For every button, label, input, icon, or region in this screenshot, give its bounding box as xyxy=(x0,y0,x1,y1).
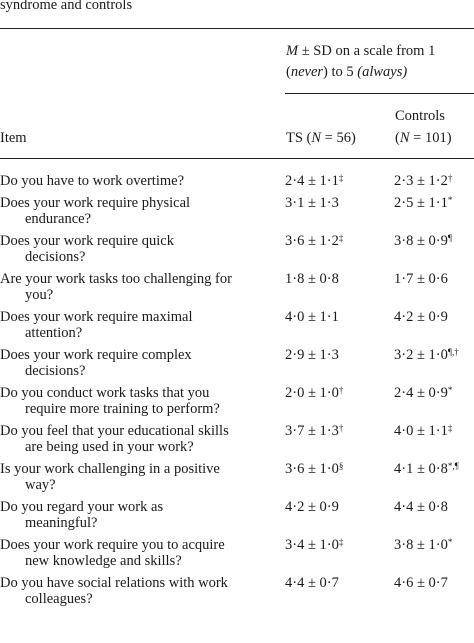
item-cell xyxy=(0,192,285,230)
ts-significance-mark: § xyxy=(338,460,344,471)
table-caption: syndrome and controls xyxy=(0,0,133,13)
ts-value-cell xyxy=(285,572,394,610)
ts-value: 2·0 ± 1·0 xyxy=(285,384,339,401)
controls-value-cell xyxy=(394,306,474,344)
controls-significance-mark: ‡ xyxy=(447,422,453,433)
item-cell xyxy=(0,458,285,496)
ts-column-header: TS (N = 56) xyxy=(286,130,356,146)
ts-value-cell xyxy=(285,344,394,382)
controls-value: 4·2 ± 0·9 xyxy=(394,308,448,325)
item-text-line1: Do you regard your work as xyxy=(0,498,164,515)
item-cell xyxy=(0,344,285,382)
item-text-line1: Do you have to work overtime? xyxy=(0,173,185,189)
item-text-line1: Does your work require quick xyxy=(0,232,174,249)
ts-value-cell xyxy=(285,420,394,458)
ts-value: 3·7 ± 1·3 xyxy=(285,422,339,439)
ts-value: 2·9 ± 1·3 xyxy=(285,346,339,363)
ts-significance-mark: † xyxy=(338,384,344,395)
controls-header-line2: (N = 101) xyxy=(395,130,452,146)
ts-significance-mark: ‡ xyxy=(338,173,344,183)
data-table xyxy=(0,170,474,610)
controls-significance-mark: ¶ xyxy=(447,232,452,243)
ts-value-cell xyxy=(285,534,394,572)
controls-value-cell xyxy=(394,382,474,420)
ts-value-cell xyxy=(285,458,394,496)
ts-value: 4·2 ± 0·9 xyxy=(285,498,339,515)
item-text-line1: Is your work challenging in a positive xyxy=(0,460,220,477)
controls-value-cell xyxy=(394,192,474,230)
ts-value-cell xyxy=(285,230,394,268)
controls-value-cell xyxy=(394,230,474,268)
item-text-line1: Are your work tasks too challenging for xyxy=(0,270,232,287)
controls-significance-mark: † xyxy=(447,173,453,183)
table-row xyxy=(0,496,474,534)
item-text-line2: decisions? xyxy=(25,249,86,265)
controls-value: 2·5 ± 1·1 xyxy=(394,194,448,211)
controls-value: 3·8 ± 1·0 xyxy=(394,536,448,553)
controls-header-line1: Controls xyxy=(395,108,445,124)
item-text-line1: Do you have social relations with work xyxy=(0,574,228,591)
ts-value-cell xyxy=(285,192,394,230)
ts-value: 4·4 ± 0·7 xyxy=(285,574,339,591)
item-cell xyxy=(0,496,285,534)
scale-header-rule xyxy=(285,93,474,94)
ts-value-cell xyxy=(285,382,394,420)
table-row xyxy=(0,268,474,306)
controls-value: 4·0 ± 1·1 xyxy=(394,422,448,439)
ts-significance-mark: ‡ xyxy=(338,232,344,243)
item-text-line2: require more training to perform? xyxy=(25,401,220,417)
item-text-line2: colleagues? xyxy=(25,591,93,607)
item-text-line1: Does your work require maximal xyxy=(0,308,193,325)
controls-value: 4·4 ± 0·8 xyxy=(394,498,448,515)
item-text-line2: attention? xyxy=(25,325,83,341)
controls-value-cell xyxy=(394,170,474,192)
item-cell xyxy=(0,382,285,420)
controls-value: 2·3 ± 1·2 xyxy=(394,173,448,189)
controls-value-cell xyxy=(394,268,474,306)
controls-significance-mark: *,¶ xyxy=(447,460,459,471)
controls-value-cell xyxy=(394,344,474,382)
table-row xyxy=(0,170,474,192)
controls-significance-mark: ¶,† xyxy=(447,346,459,357)
top-rule xyxy=(0,28,474,29)
ts-value: 3·1 ± 1·3 xyxy=(285,194,339,211)
table-row xyxy=(0,572,474,610)
item-text-line1: Do you feel that your educational skills xyxy=(0,422,229,439)
table-row xyxy=(0,230,474,268)
controls-value-cell xyxy=(394,420,474,458)
controls-significance-mark: * xyxy=(447,536,453,547)
item-text-line2: way? xyxy=(25,477,56,493)
controls-value: 3·8 ± 0·9 xyxy=(394,232,448,249)
ts-value: 3·6 ± 1·2 xyxy=(285,232,339,249)
ts-value-cell xyxy=(285,268,394,306)
item-cell xyxy=(0,420,285,458)
controls-value: 4·6 ± 0·7 xyxy=(394,574,448,591)
item-text-line1: Does your work require physical xyxy=(0,194,191,211)
item-column-header: Item xyxy=(0,130,27,146)
controls-significance-mark: * xyxy=(447,384,453,395)
item-text-line2: meaningful? xyxy=(25,515,98,531)
item-cell xyxy=(0,534,285,572)
table-row xyxy=(0,420,474,458)
ts-value: 1·8 ± 0·8 xyxy=(285,270,339,287)
item-cell xyxy=(0,572,285,610)
controls-value: 3·2 ± 1·0 xyxy=(394,346,448,363)
table-row xyxy=(0,458,474,496)
scale-header-line2: (never) to 5 (always) xyxy=(286,64,408,80)
ts-significance-mark: ‡ xyxy=(338,536,344,547)
item-text-line2: new knowledge and skills? xyxy=(25,553,182,569)
table-row xyxy=(0,534,474,572)
item-text-line1: Does your work require complex xyxy=(0,346,192,363)
item-text-line1: Do you conduct work tasks that you xyxy=(0,384,210,401)
controls-value: 4·1 ± 0·8 xyxy=(394,460,448,477)
table-row xyxy=(0,192,474,230)
item-cell xyxy=(0,230,285,268)
ts-value: 3·4 ± 1·0 xyxy=(285,536,339,553)
header-bottom-rule xyxy=(0,158,474,159)
ts-significance-mark: † xyxy=(338,422,344,433)
item-cell xyxy=(0,268,285,306)
table-row xyxy=(0,306,474,344)
scale-header-line1: M ± SD on a scale from 1 xyxy=(286,43,436,59)
controls-significance-mark: * xyxy=(447,194,453,205)
controls-value: 1·7 ± 0·6 xyxy=(394,270,448,287)
controls-value: 2·4 ± 0·9 xyxy=(394,384,448,401)
ts-value: 3·6 ± 1·0 xyxy=(285,460,339,477)
controls-value-cell xyxy=(394,496,474,534)
item-text-line2: you? xyxy=(25,287,54,303)
item-cell xyxy=(0,306,285,344)
item-text-line2: endurance? xyxy=(25,211,92,227)
item-text-line1: Does your work require you to acquire xyxy=(0,536,225,553)
ts-value-cell xyxy=(285,306,394,344)
item-cell xyxy=(0,170,285,192)
controls-value-cell xyxy=(394,534,474,572)
ts-value: 4·0 ± 1·1 xyxy=(285,308,339,325)
ts-value-cell xyxy=(285,496,394,534)
ts-value: 2·4 ± 1·1 xyxy=(285,173,339,189)
controls-value-cell xyxy=(394,458,474,496)
ts-value-cell xyxy=(285,170,394,192)
table-row xyxy=(0,382,474,420)
table-row xyxy=(0,344,474,382)
item-text-line2: are being used in your work? xyxy=(25,439,194,455)
data-table-body xyxy=(0,170,474,610)
item-text-line2: decisions? xyxy=(25,363,86,379)
controls-value-cell xyxy=(394,572,474,610)
